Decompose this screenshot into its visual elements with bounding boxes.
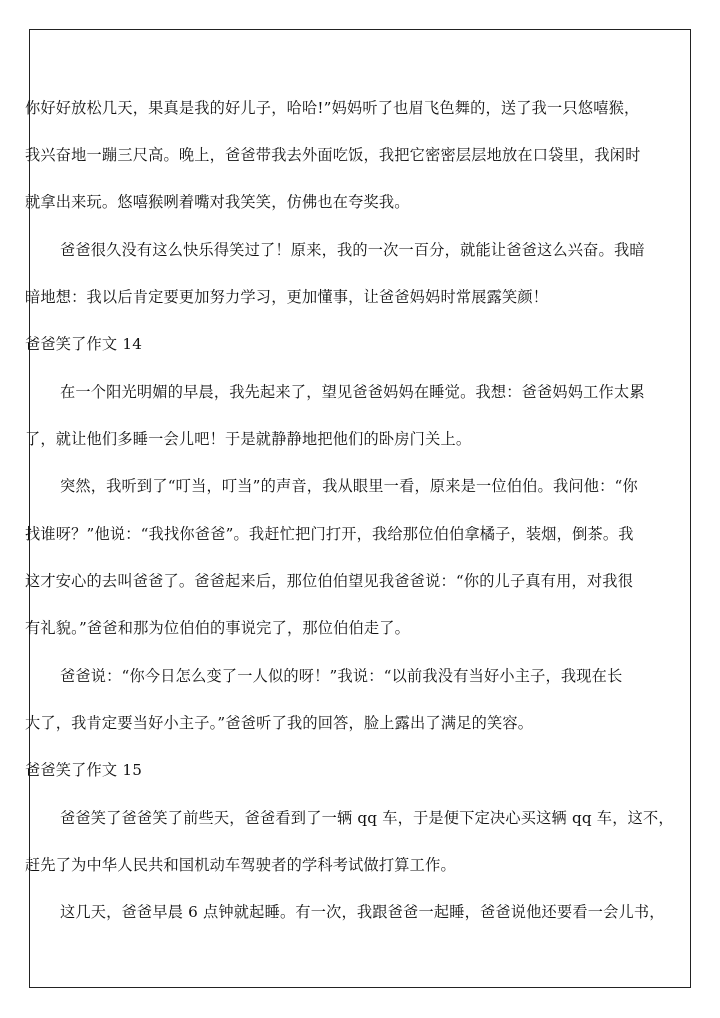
paragraph-line: 爸爸笑了爸爸笑了前些天，爸爸看到了一辆 qq 车，于是便下定决心买这辆 qq 车，这不，	[60, 809, 674, 827]
paragraph-line: 找谁呀？”他说：“我找你爸爸”。我赶忙把门打开，我给那位伯伯拿橘子，装烟，倒茶。我	[25, 525, 634, 543]
paragraph-line: 你好好放松几天，果真是我的好儿子，哈哈!”妈妈听了也眉飞色舞的，送了我一只悠嘻猴，	[25, 99, 640, 117]
paragraph-line: 在一个阳光明媚的早晨，我先起来了，望见爸爸妈妈在睡觉。我想：爸爸妈妈工作太累	[60, 383, 645, 401]
paragraph-line: 就拿出来玩。悠嘻猴咧着嘴对我笑笑，仿佛也在夸奖我。	[25, 193, 410, 211]
paragraph-line: 突然，我听到了“叮当，叮当”的声音，我从眼里一看，原来是一位伯伯。我问他：“你	[60, 477, 638, 495]
section-heading: 爸爸笑了作文 14	[25, 335, 143, 353]
paragraph-line: 爸爸说：“你今日怎么变了一人似的呀！”我说：“以前我没有当好小主子，我现在长	[60, 667, 623, 685]
section-heading: 爸爸笑了作文 15	[25, 761, 143, 779]
paragraph-line: 这才安心的去叫爸爸了。爸爸起来后，那位伯伯望见我爸爸说：“你的儿子真有用，对我很	[25, 572, 634, 590]
paragraph-line: 暗地想：我以后肯定要更加努力学习，更加懂事，让爸爸妈妈时常展露笑颜！	[25, 288, 549, 306]
paragraph-line: 这几天，爸爸早晨 6 点钟就起睡。有一次，我跟爸爸一起睡，爸爸说他还要看一会儿书，	[60, 903, 665, 921]
paragraph-line: 我兴奋地一蹦三尺高。晚上，爸爸带我去外面吃饭，我把它密密层层地放在口袋里，我闲时	[25, 146, 641, 164]
paragraph-line: 大了，我肯定要当好小主子。”爸爸听了我的回答，脸上露出了满足的笑容。	[25, 714, 534, 732]
paragraph-line: 有礼貌。”爸爸和那为位伯伯的事说完了，那位伯伯走了。	[25, 619, 411, 637]
page-border	[29, 29, 691, 988]
paragraph-line: 爸爸很久没有这么快乐得笑过了！原来，我的一次一百分，就能让爸爸这么兴奋。我暗	[60, 241, 645, 259]
paragraph-line: 了，就让他们多睡一会儿吧！于是就静静地把他们的卧房门关上。	[25, 430, 472, 448]
paragraph-line: 赶先了为中华人民共和国机动车驾驶者的学科考试做打算工作。	[25, 856, 456, 874]
